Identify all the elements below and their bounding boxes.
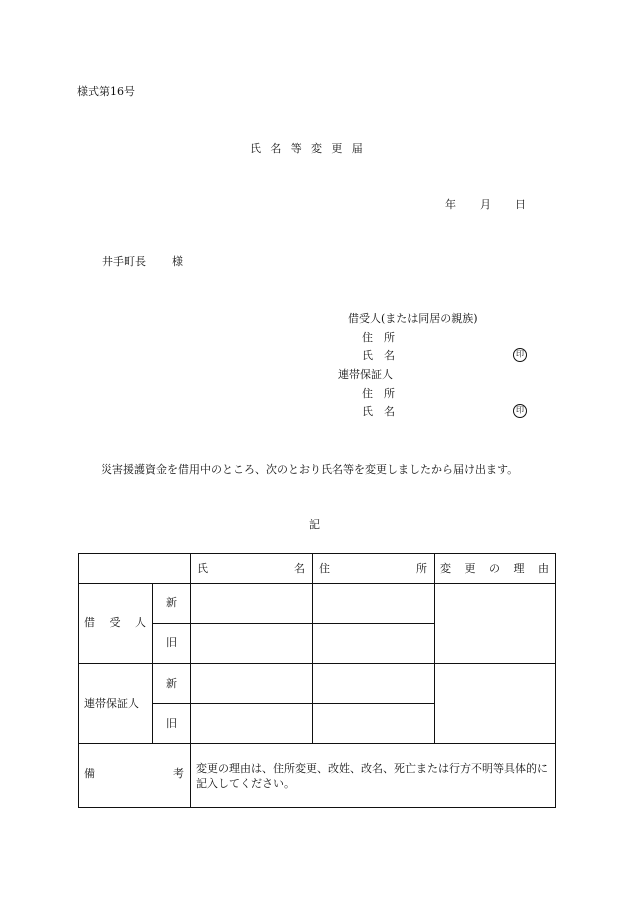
row-label-borrower: 借 受 人 (84, 616, 146, 629)
remarks-label: 備 考 (84, 767, 184, 780)
header-reason: 変 更 の 理 由 (440, 562, 549, 575)
addressee-name: 井手町長 (102, 255, 146, 268)
date-day: 日 (515, 198, 526, 211)
header-address: 住 所 (319, 562, 427, 575)
header-name: 氏 名 (197, 562, 305, 575)
body-text: 災害援護資金を借用中のところ、次のとおり氏名等を変更しましたから届け出ます。 (101, 463, 519, 476)
date-month: 月 (480, 198, 491, 211)
guarantor-old-label: 旧 (166, 717, 177, 730)
borrower-address-label: 住 所 (362, 331, 395, 344)
guarantor-address-label: 住 所 (362, 387, 395, 400)
row-label-guarantor: 連帯保証人 (84, 697, 139, 710)
guarantor-heading: 連帯保証人 (338, 368, 393, 381)
borrower-new-label: 新 (166, 596, 177, 609)
borrower-old-label: 旧 (166, 636, 177, 649)
guarantor-name-label: 氏 名 (362, 405, 395, 418)
document-title: 氏名等変更届 (250, 142, 373, 155)
addressee-honorific: 様 (172, 255, 183, 268)
borrower-name-label: 氏 名 (362, 349, 395, 362)
borrower-heading: 借受人(または同居の親族) (348, 312, 478, 325)
ki-heading: 記 (309, 518, 320, 531)
guarantor-seal-icon: 印 (513, 404, 527, 418)
borrower-seal-icon: 印 (513, 348, 527, 362)
remarks-text: 変更の理由は、住所変更、改姓、改名、死亡または行方不明等具体的に記入してください。 (196, 762, 548, 790)
guarantor-new-label: 新 (166, 677, 177, 690)
form-number: 様式第16号 (77, 85, 135, 98)
date-year: 年 (445, 198, 456, 211)
